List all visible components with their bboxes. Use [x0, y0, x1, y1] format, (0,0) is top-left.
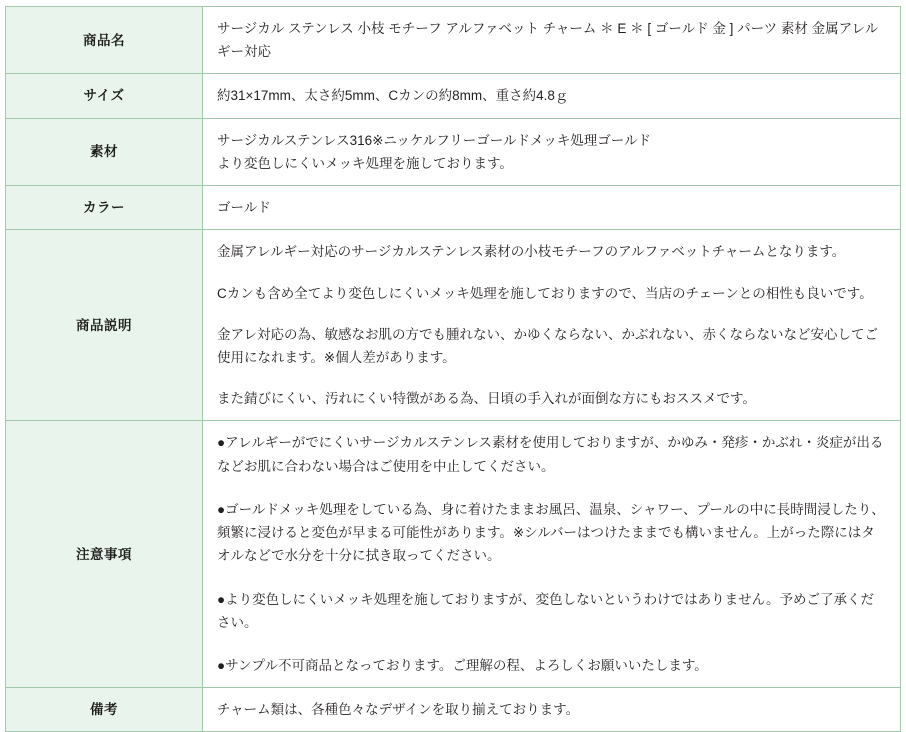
caution-paragraph: ●ゴールドメッキ処理をしている為、身に着けたままお風呂、温泉、シャワー、プールの中に長時間浸したり、頻繁に浸けると変色が早まる可能性があります。※シルバーはつけたままでも構いません。上がった際にはタオルなどで水分を十分に拭き取ってください。	[217, 501, 885, 564]
row-value-size: 約31×17mm、太さ約5mm、Cカンの約8mm、重さ約4.8ｇ	[203, 74, 901, 118]
row-value-product-name	[203, 7, 901, 74]
row-label-cautions: 注意事項	[6, 421, 203, 688]
row-value-color: ゴールド	[203, 186, 901, 230]
row-label-color: カラー	[6, 186, 203, 230]
row-value-cautions	[203, 421, 901, 688]
table-row	[6, 186, 901, 230]
row-value-description	[203, 230, 901, 421]
row-label-product-name: 商品名	[6, 7, 203, 74]
product-spec-table	[5, 6, 901, 732]
row-label-size: サイズ	[6, 74, 203, 118]
description-paragraph: Cカンも含め全てより変色しにくいメッキ処理を施しておりますので、当店のチェーンとの相性も良いです。	[217, 285, 873, 301]
row-value-material	[203, 118, 901, 185]
material-line-2: より変色しにくいメッキ処理を施しております。	[217, 155, 513, 171]
row-label-material: 素材	[6, 118, 203, 185]
table-row	[6, 74, 901, 118]
row-label-description: 商品説明	[6, 230, 203, 421]
caution-paragraph: ●より変色しにくいメッキ処理を施しておりますが、変色しないというわけではありません。予めご了承ください。	[217, 591, 874, 630]
description-paragraph: 金アレ対応の為、敏感なお肌の方でも腫れない、かゆくならない、かぶれない、赤くならないなど安心してご使用になれます。※個人差があります。	[217, 326, 878, 365]
product-name-text: サージカル ステンレス 小枝 モチーフ アルファベット チャーム ＊ E ＊ [ ゴールド 金 ] パーツ 素材 金属アレルギー対応	[217, 21, 879, 60]
caution-paragraph: ●サンプル不可商品となっております。ご理解の程、よろしくお願いいたします。	[217, 657, 708, 673]
table-row	[6, 118, 901, 185]
table-row	[6, 688, 901, 732]
caution-paragraph: ●アレルギーがでにくいサージカルステンレス素材を使用しておりますが、かゆみ・発疹・かぶれ・炎症が出るなどお肌に合わない場合はご使用を中止してください。	[217, 435, 884, 474]
table-row	[6, 230, 901, 421]
description-paragraph: また錆びにくい、汚れにくい特徴がある為、日頃の手入れが面倒な方にもおススメです。	[217, 391, 756, 407]
table-row	[6, 421, 901, 688]
description-paragraph: 金属アレルギー対応のサージカルステンレス素材の小枝モチーフのアルファベットチャームとなります。	[217, 244, 846, 260]
row-label-remarks: 備考	[6, 688, 203, 732]
table-row	[6, 7, 901, 74]
material-line-1: サージカルステンレス316※ニッケルフリーゴールドメッキ処理ゴールド	[217, 132, 652, 148]
row-value-remarks: チャーム類は、各種色々なデザインを取り揃えております。	[203, 688, 901, 732]
